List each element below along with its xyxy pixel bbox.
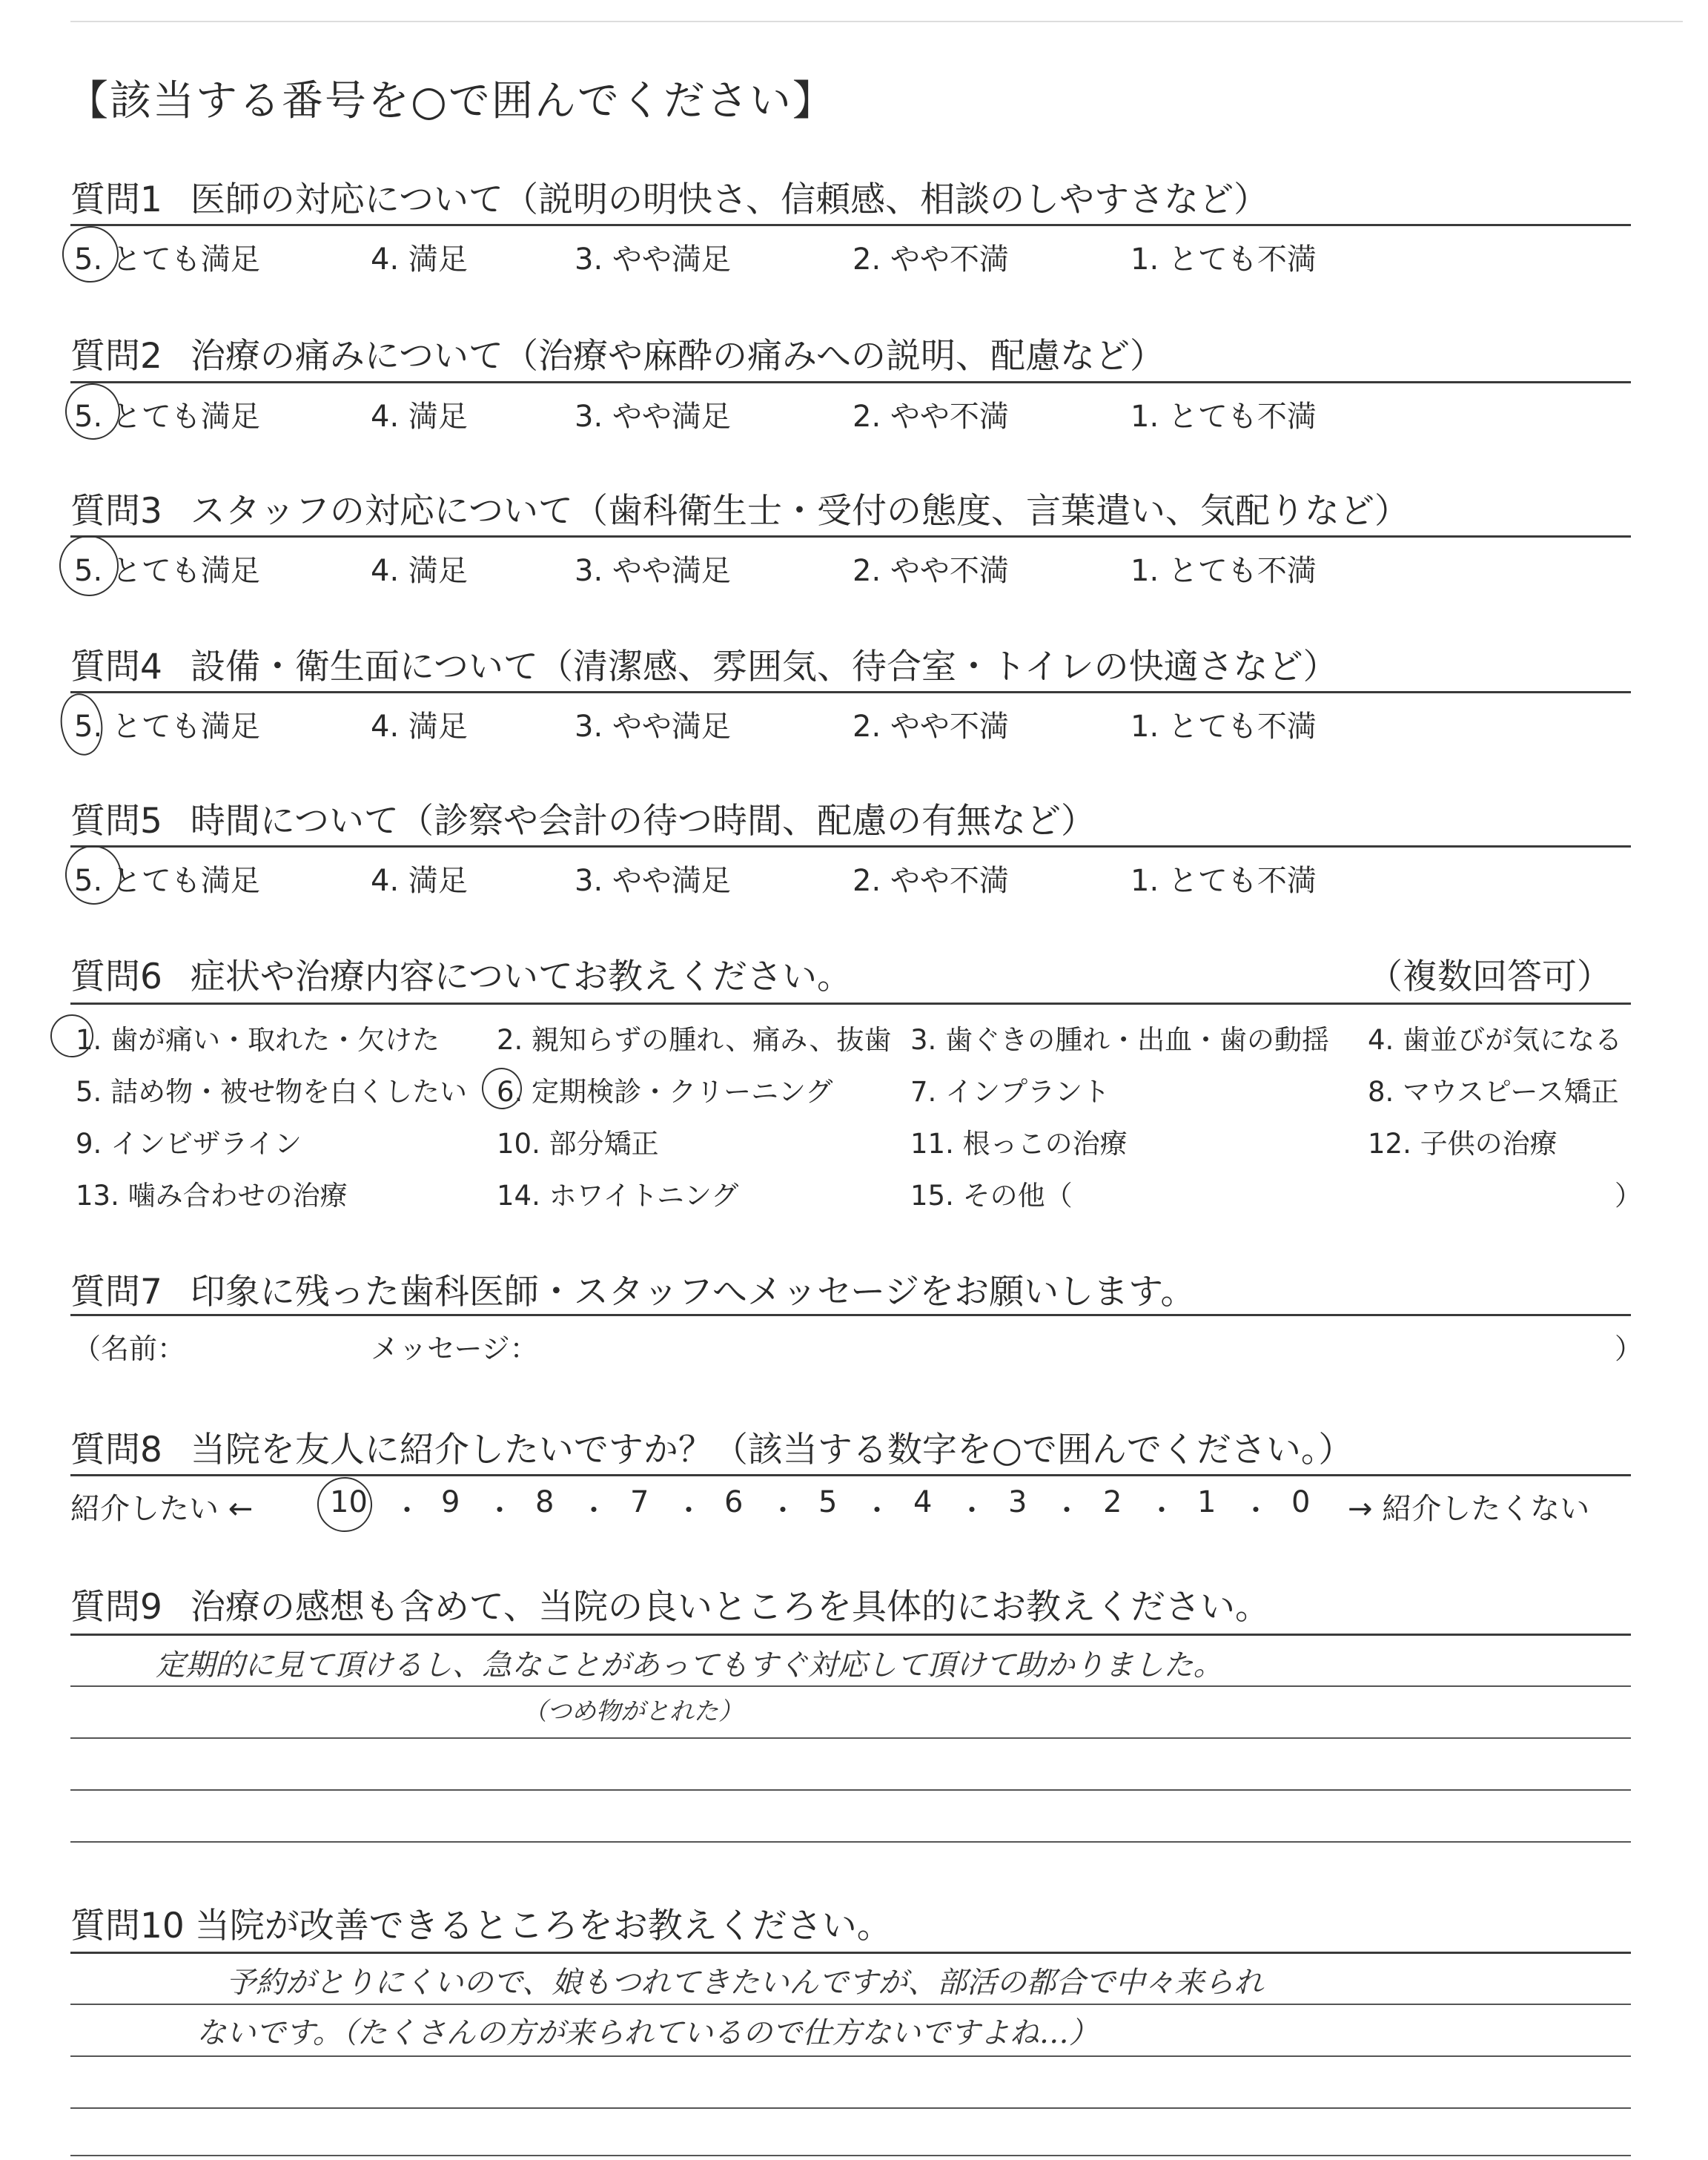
question-1 bbox=[70, 172, 1268, 222]
scale-separator: ・ bbox=[675, 1494, 704, 1527]
q6-item-10[interactable]: 10. 部分矯正 bbox=[497, 1128, 659, 1160]
top-edge-line bbox=[70, 21, 1683, 22]
question-number: 質問1 bbox=[70, 179, 162, 220]
question-rule bbox=[70, 1474, 1631, 1476]
question-number: 質問2 bbox=[70, 336, 162, 377]
question-text: スタッフの対応について（歯科衛生士・受付の態度、言葉遣い、気配りなど） bbox=[190, 491, 1409, 532]
question-number: 質問7 bbox=[70, 1272, 162, 1312]
rating-option-4[interactable]: 4. 満足 bbox=[371, 400, 468, 434]
question-8 bbox=[70, 1422, 1353, 1472]
scale-8[interactable]: 8 bbox=[535, 1485, 555, 1519]
scale-separator: ・ bbox=[958, 1494, 987, 1527]
scale-separator: ・ bbox=[1242, 1494, 1271, 1527]
scale-4[interactable]: 4 bbox=[913, 1485, 933, 1519]
question-number: 質問5 bbox=[70, 801, 162, 842]
rating-option-3[interactable]: 3. やや満足 bbox=[575, 554, 731, 588]
question-rule bbox=[70, 224, 1631, 226]
scale-separator: ・ bbox=[393, 1494, 422, 1527]
rating-option-5[interactable]: 5. とても満足 bbox=[74, 554, 260, 588]
q6-item-2[interactable]: 2. 親知らずの腫れ、痛み、抜歯 bbox=[497, 1024, 892, 1056]
q7-message-label: メッセージ： bbox=[371, 1332, 538, 1365]
q6-item-15[interactable]: 15. その他（ bbox=[910, 1180, 1073, 1212]
q10-handwritten-answer-line1: 予約がとりにくいので、娘もつれてきたいんですが、部活の都合で中々来られ bbox=[226, 1966, 1264, 2000]
rating-option-3[interactable]: 3. やや満足 bbox=[575, 242, 731, 277]
scale-2[interactable]: 2 bbox=[1103, 1485, 1122, 1519]
q7-name-label: （名前： bbox=[73, 1332, 186, 1365]
scale-0[interactable]: 0 bbox=[1291, 1485, 1311, 1519]
rating-option-4[interactable]: 4. 満足 bbox=[371, 710, 468, 744]
question-10 bbox=[70, 1898, 892, 1948]
question-text: 当院が改善できるところをお教えください。 bbox=[194, 1906, 892, 1946]
rating-option-1[interactable]: 1. とても不満 bbox=[1131, 864, 1317, 898]
page-title: 【該当する番号を○で囲んでください】 bbox=[67, 77, 835, 125]
question-rule bbox=[70, 691, 1631, 693]
answer-line bbox=[70, 1737, 1631, 1739]
question-rule bbox=[70, 381, 1631, 383]
answer-line bbox=[70, 1685, 1631, 1687]
q6-item-5[interactable]: 5. 詰め物・被せ物を白くしたい bbox=[76, 1076, 468, 1108]
scale-separator: ・ bbox=[580, 1494, 609, 1527]
rating-option-5[interactable]: 5. とても満足 bbox=[74, 400, 260, 434]
question-rule bbox=[70, 1314, 1631, 1316]
scale-1[interactable]: 1 bbox=[1197, 1485, 1217, 1519]
multiple-answer-note: （複数回答可） bbox=[1368, 957, 1612, 997]
q9-handwritten-note: （つめ物がとれた） bbox=[523, 1697, 743, 1725]
scale-separator: ・ bbox=[1053, 1494, 1082, 1527]
q6-item-7[interactable]: 7. インプラント bbox=[910, 1076, 1110, 1108]
rating-option-5[interactable]: 5. とても満足 bbox=[74, 864, 260, 898]
rating-option-3[interactable]: 3. やや満足 bbox=[575, 864, 731, 898]
question-2 bbox=[70, 328, 1165, 378]
question-5 bbox=[70, 793, 1096, 843]
q6-item-4[interactable]: 4. 歯並びが気になる bbox=[1368, 1024, 1623, 1056]
q6-item-12[interactable]: 12. 子供の治療 bbox=[1368, 1128, 1558, 1160]
answer-line bbox=[70, 2055, 1631, 2057]
question-number: 質問8 bbox=[70, 1430, 162, 1470]
selection-circle bbox=[314, 1473, 376, 1536]
question-text: 当院を友人に紹介したいですか？（該当する数字を○で囲んでください。） bbox=[190, 1430, 1354, 1470]
answer-line bbox=[70, 1634, 1631, 1636]
answer-line bbox=[70, 1789, 1631, 1791]
rating-option-4[interactable]: 4. 満足 bbox=[371, 242, 468, 277]
answer-line bbox=[70, 2107, 1631, 2109]
q6-item-13[interactable]: 13. 噛み合わせの治療 bbox=[76, 1180, 348, 1212]
question-text: 治療の痛みについて（治療や麻酔の痛みへの説明、配慮など） bbox=[190, 336, 1165, 377]
question-text: 症状や治療内容についてお教えください。 bbox=[190, 957, 852, 997]
rating-option-4[interactable]: 4. 満足 bbox=[371, 864, 468, 898]
scale-10[interactable]: 10 bbox=[330, 1485, 368, 1519]
q6-item-9[interactable]: 9. インビザライン bbox=[76, 1128, 302, 1160]
scale-left-label: 紹介したい ← bbox=[70, 1492, 254, 1526]
question-text: 時間について（診察や会計の待つ時間、配慮の有無など） bbox=[190, 801, 1096, 842]
q6-item-3[interactable]: 3. 歯ぐきの腫れ・出血・歯の動揺 bbox=[910, 1024, 1330, 1056]
answer-line bbox=[70, 1952, 1631, 1954]
q7-close-paren: ） bbox=[1615, 1332, 1644, 1365]
scale-3[interactable]: 3 bbox=[1008, 1485, 1027, 1519]
rating-option-1[interactable]: 1. とても不満 bbox=[1131, 400, 1317, 434]
q10-handwritten-answer-line2: ないです。（たくさんの方が来られているので仕方ないですよね…） bbox=[196, 2016, 1099, 2050]
rating-option-2[interactable]: 2. やや不満 bbox=[853, 242, 1009, 277]
q9-handwritten-answer: 定期的に見て頂けるし、急なことがあってもすぐ対応して頂けて助かりました。 bbox=[156, 1648, 1223, 1682]
question-7 bbox=[70, 1264, 1195, 1314]
q6-item-11[interactable]: 11. 根っこの治療 bbox=[910, 1128, 1128, 1160]
rating-option-2[interactable]: 2. やや不満 bbox=[853, 400, 1009, 434]
rating-option-2[interactable]: 2. やや不満 bbox=[853, 554, 1009, 588]
scale-9[interactable]: 9 bbox=[441, 1485, 460, 1519]
rating-option-5[interactable]: 5. とても満足 bbox=[74, 710, 260, 744]
scale-5[interactable]: 5 bbox=[818, 1485, 838, 1519]
question-number: 質問9 bbox=[70, 1587, 162, 1628]
q6-item-8[interactable]: 8. マウスピース矯正 bbox=[1368, 1076, 1619, 1108]
q6-item-1[interactable]: 1. 歯が痛い・取れた・欠けた bbox=[76, 1024, 440, 1056]
rating-option-4[interactable]: 4. 満足 bbox=[371, 554, 468, 588]
rating-option-1[interactable]: 1. とても不満 bbox=[1131, 242, 1317, 277]
q6-other-close-paren: ） bbox=[1615, 1180, 1642, 1212]
scale-6[interactable]: 6 bbox=[724, 1485, 744, 1519]
scale-separator: ・ bbox=[863, 1494, 892, 1527]
rating-option-2[interactable]: 2. やや不満 bbox=[853, 864, 1009, 898]
rating-option-1[interactable]: 1. とても不満 bbox=[1131, 710, 1317, 744]
question-3 bbox=[70, 483, 1409, 533]
question-number: 質問10 bbox=[70, 1906, 185, 1946]
scale-separator: ・ bbox=[486, 1494, 514, 1527]
question-number: 質問6 bbox=[70, 957, 162, 997]
selection-circle bbox=[56, 532, 123, 600]
question-rule bbox=[70, 845, 1631, 848]
question-rule bbox=[70, 535, 1631, 538]
rating-option-2[interactable]: 2. やや不満 bbox=[853, 710, 1009, 744]
question-number: 質問3 bbox=[70, 491, 162, 532]
question-text: 印象に残った歯科医師・スタッフへメッセージをお願いします。 bbox=[190, 1272, 1196, 1312]
question-number: 質問4 bbox=[70, 647, 162, 687]
rating-option-5[interactable]: 5. とても満足 bbox=[74, 242, 260, 277]
question-6 bbox=[70, 949, 852, 999]
question-text: 設備・衛生面について（清潔感、雰囲気、待合室・トイレの快適さなど） bbox=[190, 647, 1338, 687]
question-rule bbox=[70, 1003, 1631, 1005]
question-4 bbox=[70, 639, 1338, 689]
selection-circle bbox=[56, 691, 106, 759]
scale-right-label: → 紹介したくない bbox=[1348, 1492, 1590, 1526]
q6-item-14[interactable]: 14. ホワイトニング bbox=[497, 1180, 739, 1212]
scale-7[interactable]: 7 bbox=[630, 1485, 649, 1519]
scale-separator: ・ bbox=[1148, 1494, 1176, 1527]
question-9 bbox=[70, 1579, 1270, 1629]
rating-option-1[interactable]: 1. とても不満 bbox=[1131, 554, 1317, 588]
answer-line bbox=[70, 2155, 1631, 2156]
answer-line bbox=[70, 2004, 1631, 2005]
rating-option-3[interactable]: 3. やや満足 bbox=[575, 710, 731, 744]
scale-separator: ・ bbox=[769, 1494, 798, 1527]
rating-option-3[interactable]: 3. やや満足 bbox=[575, 400, 731, 434]
answer-line bbox=[70, 1841, 1631, 1843]
q6-item-6[interactable]: 6. 定期検診・クリーニング bbox=[497, 1076, 833, 1108]
question-text: 治療の感想も含めて、当院の良いところを具体的にお教えください。 bbox=[190, 1587, 1270, 1628]
question-text: 医師の対応について（説明の明快さ、信頼感、相談のしやすさなど） bbox=[190, 179, 1269, 220]
